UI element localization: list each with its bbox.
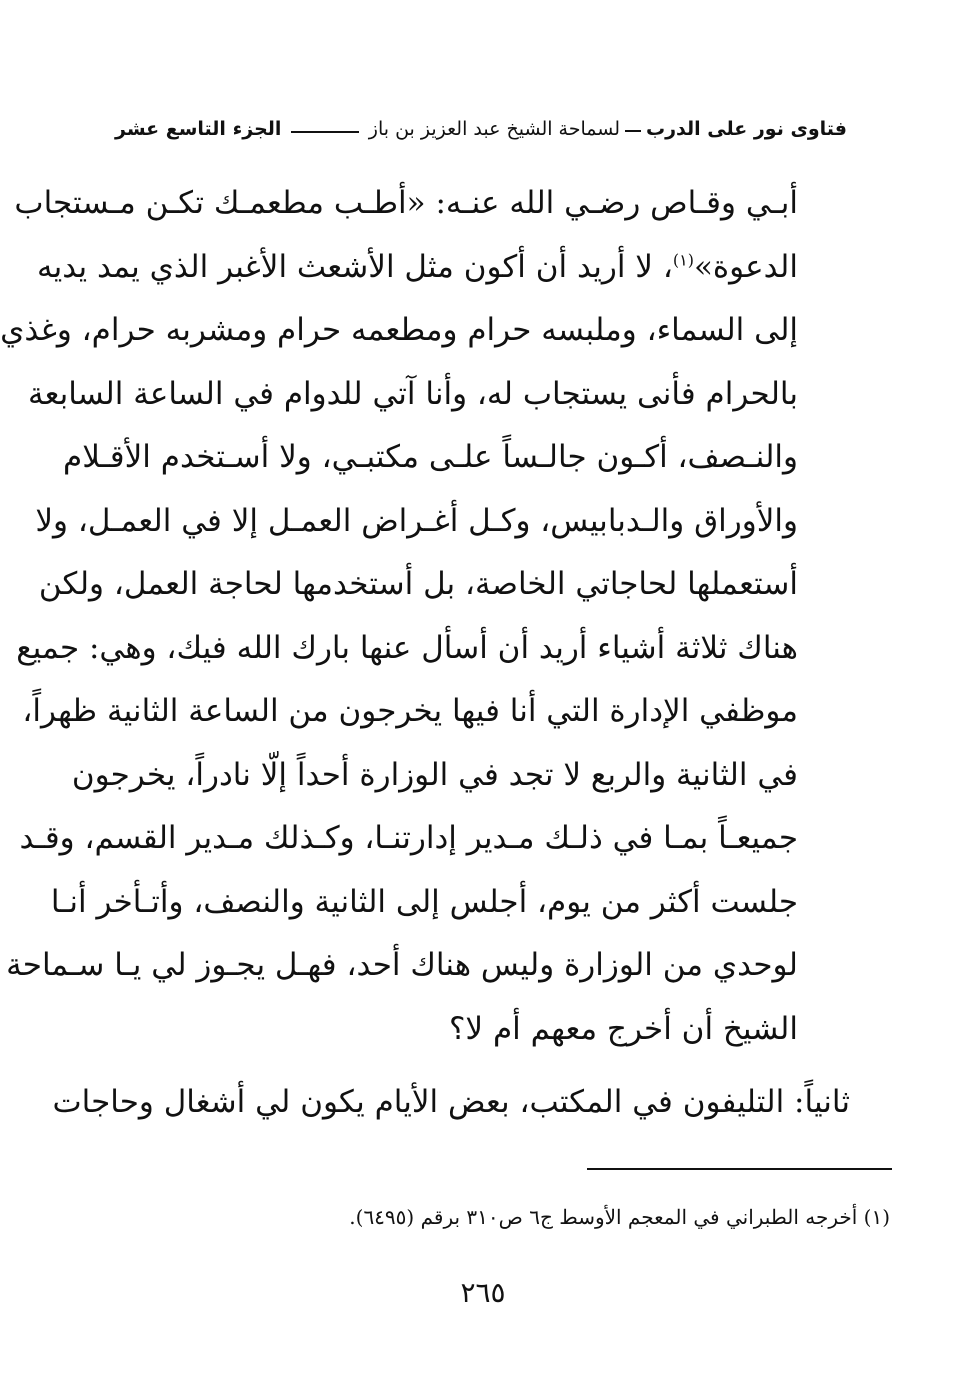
text-fragment: الدعوة» bbox=[693, 248, 798, 285]
text-line: جلست أكثر من يوم، أجلس إلى الثانية والنصف، وأتـأخر أنـا bbox=[50, 883, 798, 920]
footnote: (١) أخرجه الطبراني في المعجم الأوسط ج٦ ص٣١٠ برقم (٦٤٩٥). bbox=[349, 1205, 890, 1229]
text-line: والأوراق والـدبابيس، وكـل أغـراض العمـل إلا في العمـل، ولا bbox=[35, 502, 798, 539]
header-dash bbox=[625, 130, 641, 132]
second-paragraph bbox=[52, 1071, 850, 1135]
page-number: ٢٦٥ bbox=[460, 1276, 506, 1309]
question-paragraph bbox=[0, 172, 798, 1061]
text-fragment: ، لا أريد أن أكون مثل الأشعث الأغبر الذي يمد يديه bbox=[36, 248, 673, 285]
text-line: الشيخ أن أخرج معهم أم لا؟ bbox=[448, 1010, 798, 1047]
text-line: موظفي الإدارة التي أنا فيها يخرجون من الساعة الثانية ظهراً، bbox=[22, 693, 798, 729]
text-line bbox=[36, 236, 798, 300]
header-rule bbox=[291, 131, 358, 133]
text-line: أستعملها لحاجاتي الخاصة، بل أستخدمها لحاجة العمل، ولكن bbox=[38, 566, 798, 602]
text-line: ثانياً: التليفون في المكتب، بعض الأيام يكون لي أشغال وحاجات bbox=[52, 1084, 850, 1120]
text-line: لوحدي من الوزارة وليس هناك أحد، فهـل يجـوز لي يـا سـماحة bbox=[6, 947, 798, 983]
text-line: والنـصف، أكـون جالـساً علـى مكتبـي، ولا أسـتخدم الأقـلام bbox=[63, 439, 798, 475]
book-title: فتاوى نور على الدرب bbox=[646, 118, 847, 140]
text-line: إلى السماء، وملبسه حرام ومطعمه حرام ومشربه حرام، وغذي bbox=[0, 312, 798, 348]
text-line: أبـي وقـاص رضـي الله عنـه: «أطـب مطعمـك تكـن مـستجاب bbox=[14, 185, 798, 221]
footnote-reference: (١) bbox=[672, 250, 694, 270]
text-line: هناك ثلاثة أشياء أريد أن أسأل عنها بارك الله فيك، وهي: جميع bbox=[16, 629, 798, 666]
text-line: بالحرام فأنى يستجاب له، وأنا آتي للدوام في الساعة السابعة bbox=[28, 375, 798, 412]
running-header bbox=[115, 112, 847, 146]
footnote-divider bbox=[587, 1168, 892, 1170]
text-line: في الثانية والربع لا تجد في الوزارة أحداً إلّا نادراً، يخرجون bbox=[71, 756, 798, 793]
volume-label: الجزء التاسع عشر bbox=[115, 118, 282, 140]
author-name: لسماحة الشيخ عبد العزيز بن باز bbox=[368, 118, 620, 140]
text-line: جميعـاً بمـا في ذلـك مـدير إدارتنـا، وكـذلك مـدير القسم، وقـد bbox=[19, 820, 798, 856]
